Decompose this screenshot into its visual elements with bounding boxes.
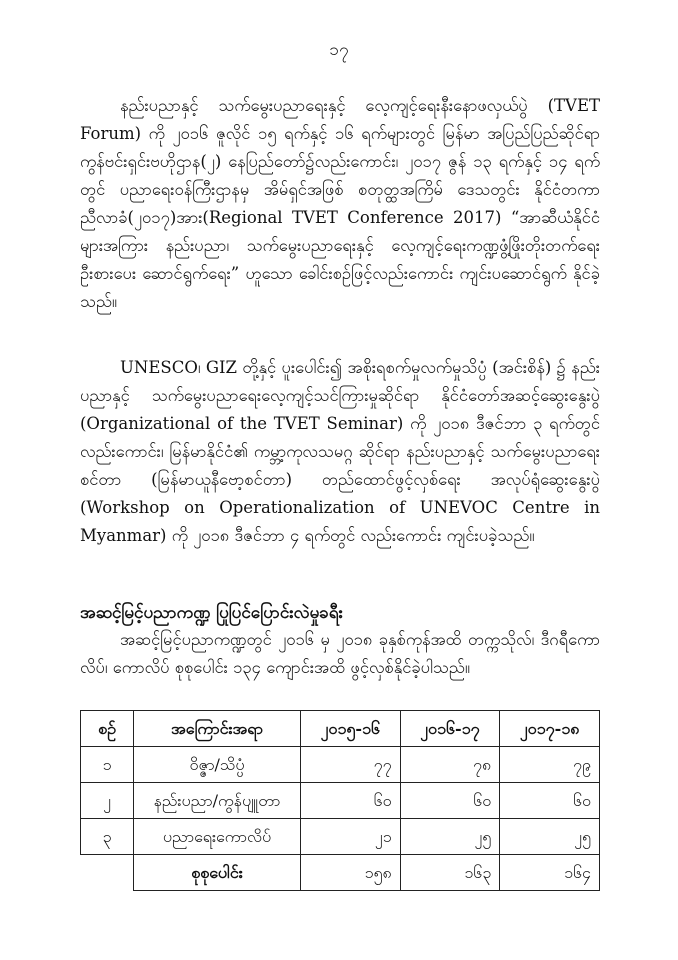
row-value: ၇၉	[500, 747, 600, 783]
row-value: ၂၅	[400, 819, 500, 855]
row-value: ၂၁	[301, 819, 401, 855]
header-year-2016-17: ၂၀၁၆-၁၇	[400, 711, 500, 747]
row-value: ၆၀	[301, 783, 401, 819]
row-value: ၆၀	[500, 783, 600, 819]
header-serial: စဉ်	[81, 711, 134, 747]
row-value: ၆၀	[400, 783, 500, 819]
total-value: ၁၆၄	[500, 855, 600, 891]
row-value: ၇၇	[301, 747, 401, 783]
header-year-2017-18: ၂၀၁၇-၁၈	[500, 711, 600, 747]
total-row-empty-cell	[81, 855, 134, 891]
total-value: ၁၅၈	[301, 855, 401, 891]
row-value: ၇၈	[400, 747, 500, 783]
table-header-row	[81, 711, 600, 747]
table-row	[81, 819, 600, 855]
header-year-2015-16: ၂၀၁၅-၁၆	[301, 711, 401, 747]
total-label: စုစုပေါင်း	[134, 855, 301, 891]
header-subject: အကြောင်းအရာ	[134, 711, 301, 747]
body-paragraph-higher-education: အဆင့်မြင့်ပညာကဏ္ဍတွင် ၂၀၁၆ မှ ၂၀၁၈ ခုနှစ်ကုန်အထိ တက္ကသိုလ်၊ ဒီဂရီကောလိပ်၊ ကောလိပ် စုစုပေါင်း ၁၃၄ ကျောင်းအထိ ဖွင့်လှစ်နိုင်ခဲ့ပါသည်။	[80, 630, 600, 677]
section-heading-higher-education: အဆင့်မြင့်ပညာကဏ္ဍ ပြုပြင်ပြောင်းလဲမှုခရီး	[80, 603, 343, 623]
table-row	[81, 783, 600, 819]
total-value: ၁၆၃	[400, 855, 500, 891]
institutions-table	[80, 710, 600, 891]
row-serial: ၃	[81, 819, 134, 855]
row-subject: နည်းပညာ/ကွန်ပျူတာ	[134, 783, 301, 819]
body-paragraph-unesco-giz: UNESCO၊ GIZ တို့နှင့် ပူးပေါင်း၍ အစိုးရစက်မှုလက်မှုသိပ္ပံ (အင်းစိန်) ၌ နည်းပညာနှင့် သက်မွေးပညာရေးလေ့ကျင့်သင်ကြားမှုဆိုင်ရာ နိုင်ငံတော်အဆင့်ဆွေးနွေးပွဲ (Organizational of the TVET Seminar) ကို ၂၀၁၈ ဒီဇင်ဘာ ၃ ရက်တွင် လည်းကောင်း၊ မြန်မာနိုင်ငံ၏ ကမ္ဘာ့ကုလသမဂ္ဂ ဆိုင်ရာ နည်းပညာနှင့် သက်မွေးပညာရေးစင်တာ (မြန်မာယူနီဗော့စင်တာ) တည်ထောင်ဖွင့်လှစ်ရေး အလုပ်ရုံဆွေးနွေးပွဲ (Workshop on Operationalization of UNEVOC Centre in Myanmar) ကို ၂၀၁၈ ဒီဇင်ဘာ ၄ ရက်တွင် လည်းကောင်း ကျင်းပခဲ့သည်။	[80, 358, 600, 545]
row-subject: ဝိဇ္ဇာ/သိပ္ပံ	[134, 747, 301, 783]
row-value: ၂၅	[500, 819, 600, 855]
page-number: ၁၇	[329, 40, 349, 60]
row-subject: ပညာရေးကောလိပ်	[134, 819, 301, 855]
row-serial: ၂	[81, 783, 134, 819]
row-serial: ၁	[81, 747, 134, 783]
body-paragraph-tvet-forum: နည်းပညာနှင့် သက်မွေးပညာရေးနှင့် လေ့ကျင့်ရေးနီးနောဖလှယ်ပွဲ (TVET Forum) ကို ၂၀၁၆ ဇူလိုင် ၁၅ ရက်နှင့် ၁၆ ရက်များတွင် မြန်မာ အပြည်ပြည်ဆိုင်ရာ ကွန်ဗင်းရှင်းဗဟိုဌာန(၂) နေပြည်တော်၌လည်းကောင်း၊ ၂၀၁၇ ဇွန် ၁၃ ရက်နှင့် ၁၄ ရက်တွင် ပညာရေးဝန်ကြီးဌာနမှ အိမ်ရှင်အဖြစ် စတုတ္ထအကြိမ် ဒေသတွင်း နိုင်ငံတကာညီလာခံ(၂၀၁၇)အား(Regional TVET Conference 2017) “အာဆီယံနိုင်ငံများအကြား နည်းပညာ၊ သက်မွေးပညာရေးနှင့် လေ့ကျင့်ရေးကဏ္ဍဖွံ့ဖြိုးတိုးတက်ရေး ဦးစားပေး ဆောင်ရွက်ရေး” ဟူသော ခေါင်းစဉ်ဖြင့်လည်းကောင်း ကျင်းပဆောင်ရွက် နိုင်ခဲ့သည်။	[80, 96, 600, 311]
table-row	[81, 747, 600, 783]
table-total-row	[81, 855, 600, 891]
